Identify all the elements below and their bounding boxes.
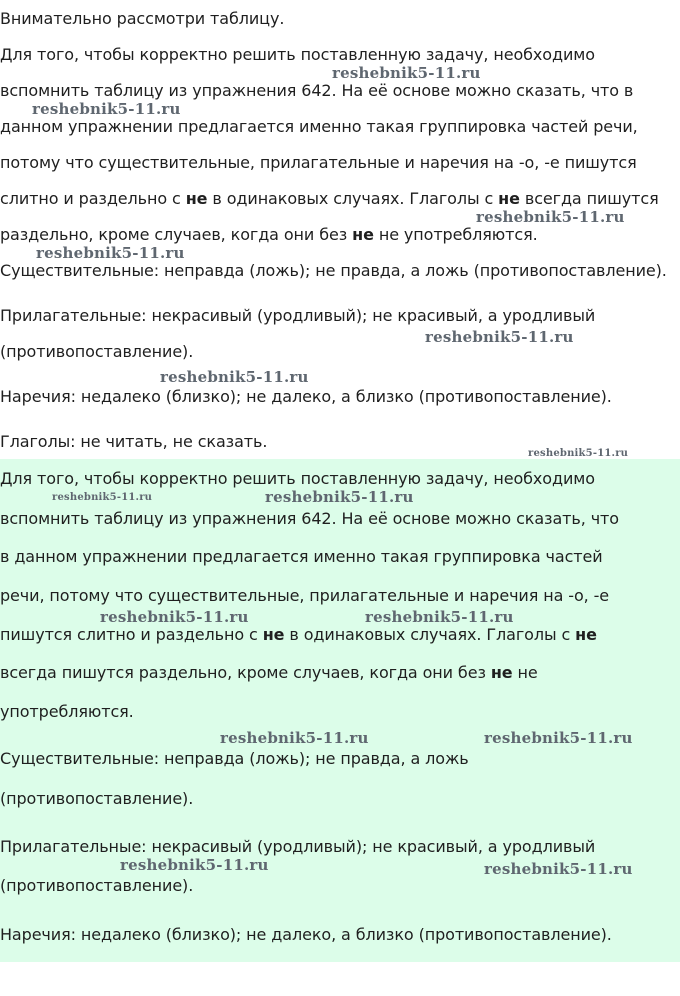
- watermark: reshebnik5-11.ru: [484, 860, 633, 878]
- paragraph-line: Для того, чтобы корректно решить поставленную задачу, необходимо: [0, 45, 595, 64]
- watermark: reshebnik5-11.ru: [100, 608, 249, 626]
- paragraph-line: раздельно, кроме случаев, когда они без не не употребляются.: [0, 225, 538, 244]
- watermark: reshebnik5-11.ru: [52, 492, 153, 503]
- watermark: reshebnik5-11.ru: [484, 729, 633, 747]
- adjectives-example: Прилагательные: некрасивый (уродливый); не красивый, а уродливый: [0, 837, 596, 856]
- paragraph-line: всегда пишутся раздельно, кроме случаев, когда они без не не: [0, 663, 538, 682]
- adjectives-example-cont: (противопоставление).: [0, 342, 194, 361]
- watermark: reshebnik5-11.ru: [476, 208, 625, 226]
- paragraph-line: употребляются.: [0, 702, 134, 721]
- paragraph-line: в данном упражнении предлагается именно такая группировка частей: [0, 547, 603, 566]
- adjectives-example: Прилагательные: некрасивый (уродливый); не красивый, а уродливый: [0, 306, 596, 325]
- verbs-example: Глаголы: не читать, не сказать.: [0, 432, 268, 451]
- paragraph-line: слитно и раздельно с не в одинаковых случаях. Глаголы с не всегда пишутся: [0, 189, 659, 208]
- watermark: reshebnik5-11.ru: [332, 64, 481, 82]
- adverbs-example: Наречия: недалеко (близко); не далеко, а близко (противопоставление).: [0, 387, 612, 406]
- adverbs-example: Наречия: недалеко (близко); не далеко, а близко (противопоставление).: [0, 925, 612, 944]
- watermark: reshebnik5-11.ru: [265, 488, 414, 506]
- watermark: reshebnik5-11.ru: [425, 328, 574, 346]
- watermark: reshebnik5-11.ru: [32, 100, 181, 118]
- nouns-example: Существительные: неправда (ложь); не правда, а ложь (противопоставление).: [0, 261, 667, 280]
- paragraph-line: Для того, чтобы корректно решить поставленную задачу, необходимо: [0, 469, 595, 488]
- paragraph-line: пишутся слитно и раздельно с не в одинаковых случаях. Глаголы с не: [0, 625, 597, 644]
- paragraph-line: вспомнить таблицу из упражнения 642. На её основе можно сказать, что: [0, 509, 619, 528]
- adjectives-example-cont: (противопоставление).: [0, 876, 194, 895]
- watermark: reshebnik5-11.ru: [528, 448, 629, 459]
- watermark: reshebnik5-11.ru: [365, 608, 514, 626]
- paragraph-line: потому что существительные, прилагательные и наречия на -о, -е пишутся: [0, 153, 637, 172]
- intro-text: Внимательно рассмотри таблицу.: [0, 9, 285, 28]
- watermark: reshebnik5-11.ru: [220, 729, 369, 747]
- paragraph-line: речи, потому что существительные, прилагательные и наречия на -о, -е: [0, 586, 610, 605]
- paragraph-line: вспомнить таблицу из упражнения 642. На её основе можно сказать, что в: [0, 81, 634, 100]
- watermark: reshebnik5-11.ru: [36, 244, 185, 262]
- nouns-example: Существительные: неправда (ложь); не правда, а ложь: [0, 749, 469, 768]
- watermark: reshebnik5-11.ru: [120, 856, 269, 874]
- watermark: reshebnik5-11.ru: [160, 368, 309, 386]
- nouns-example-cont: (противопоставление).: [0, 789, 194, 808]
- paragraph-line: данном упражнении предлагается именно такая группировка частей речи,: [0, 117, 638, 136]
